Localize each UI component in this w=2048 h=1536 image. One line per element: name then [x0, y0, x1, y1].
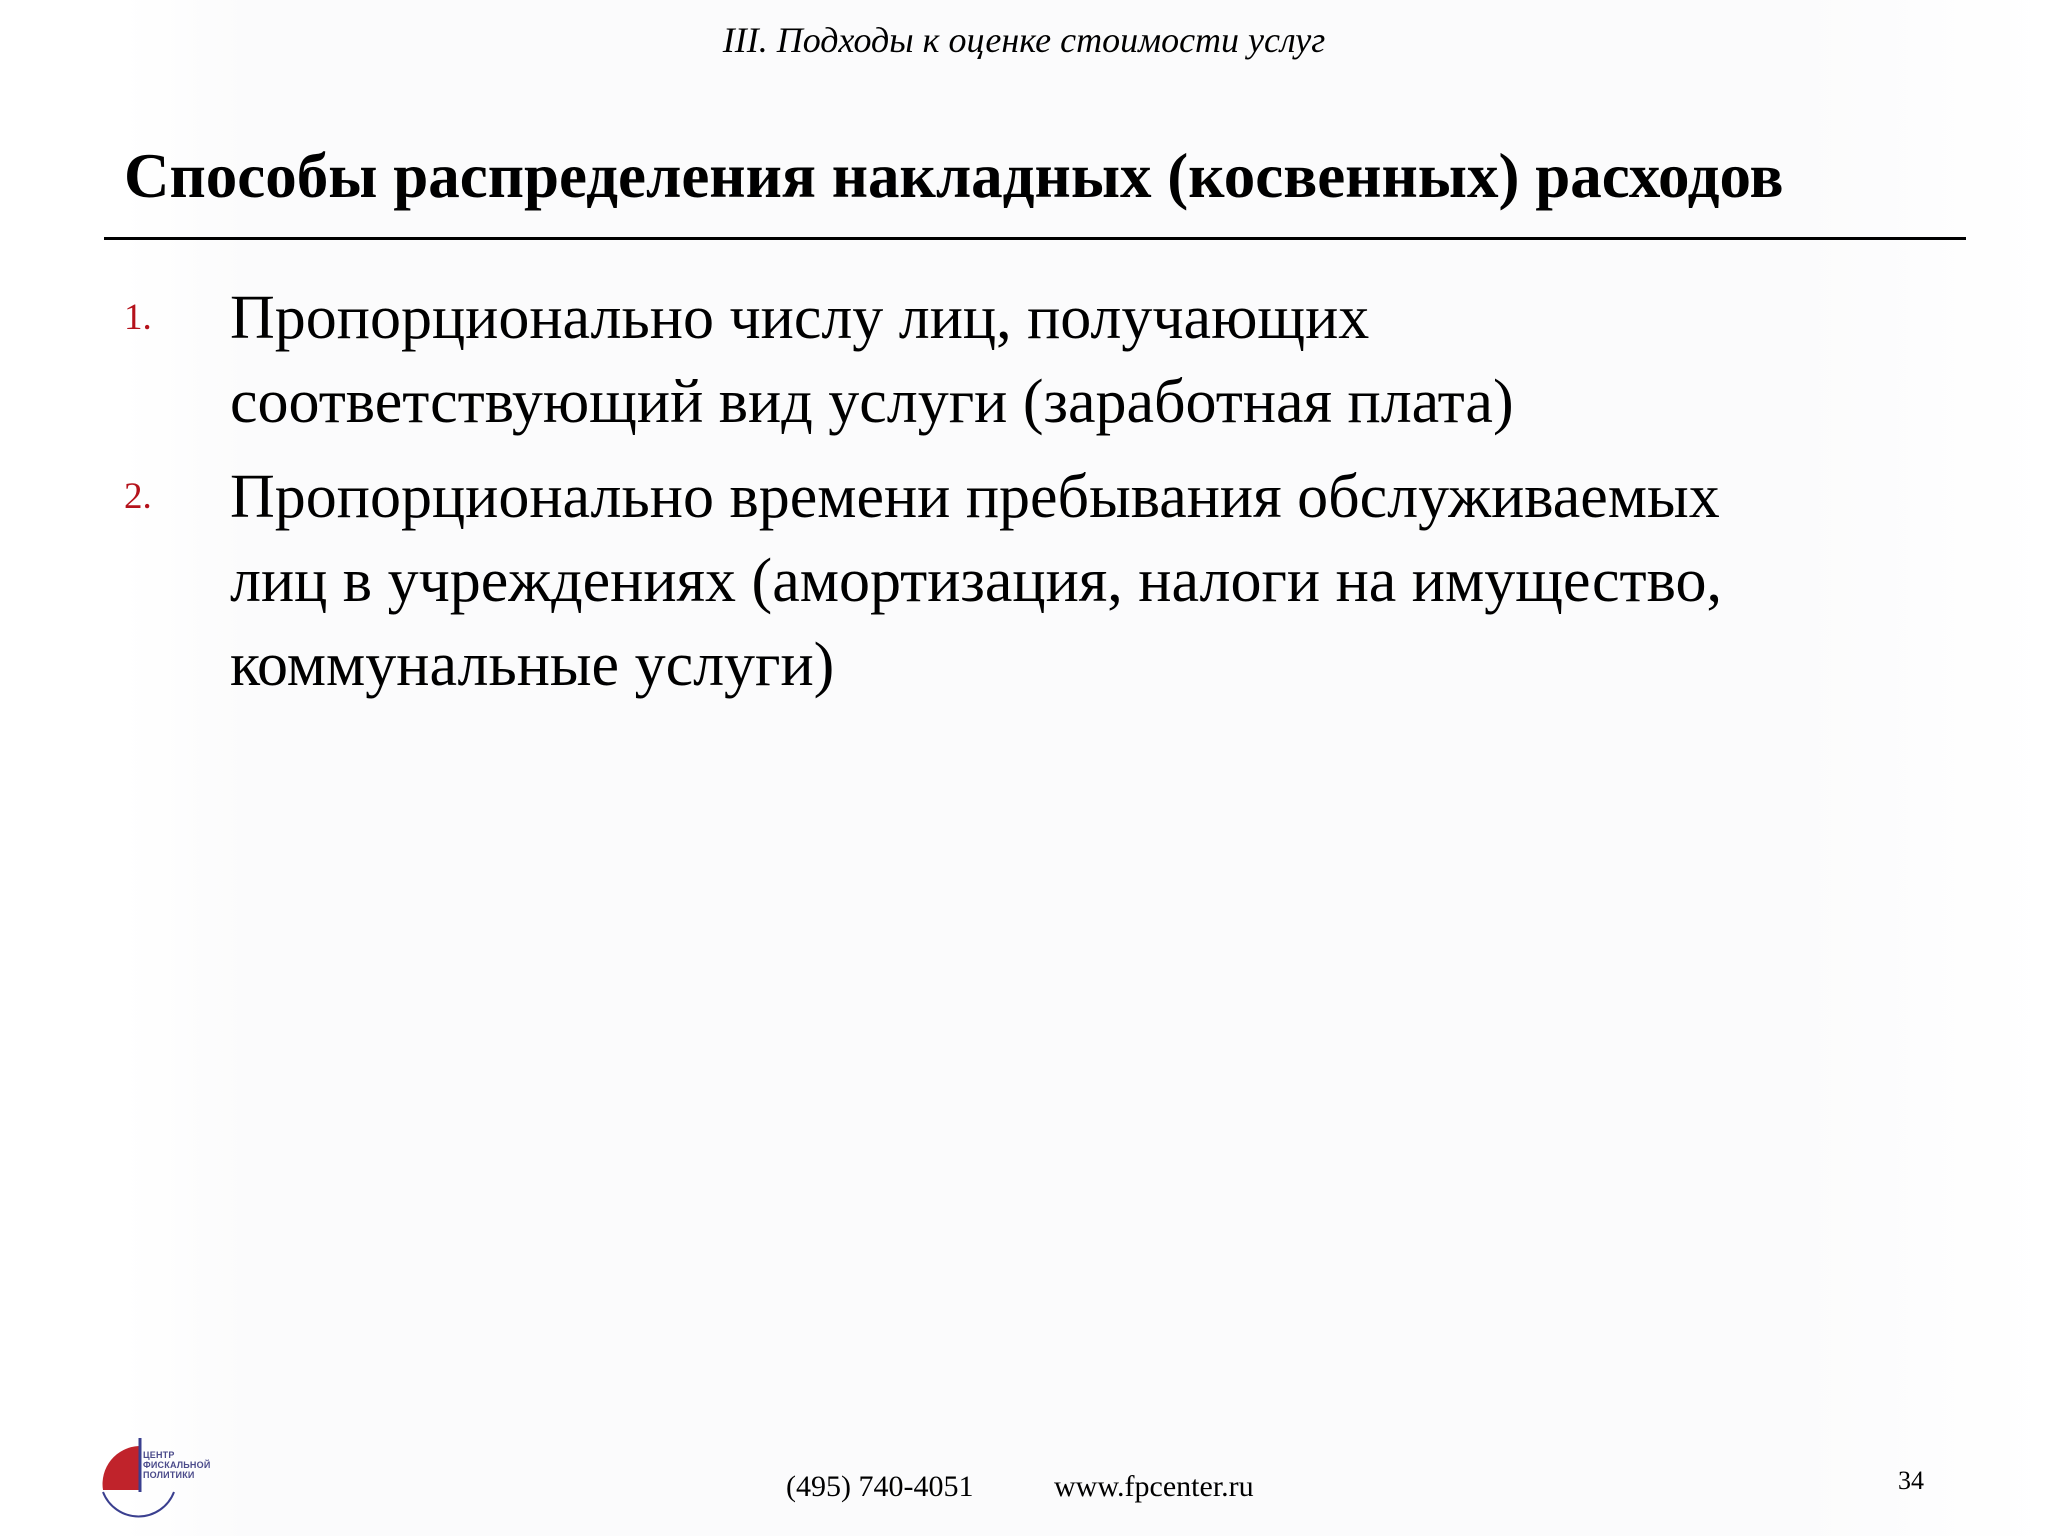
logo-blue-arc [103, 1492, 174, 1516]
list-item-text [230, 455, 1950, 707]
logo-red-segment [103, 1446, 139, 1490]
slide-title: Способы распределения накладных (косвенных) расходов [124, 141, 1784, 211]
list-item-line: Пропорционально времени пребывания обслуживаемых [230, 463, 1720, 531]
list-item-line: соответствующий вид услуги (заработная плата) [230, 368, 1514, 436]
logo-text-line: ФИСКАЛЬНОЙ [143, 1460, 211, 1470]
page-number: 34 [1898, 1466, 1924, 1495]
logo-text [143, 1450, 211, 1480]
list-item-line: Пропорционально числу лиц, получающих [230, 284, 1370, 352]
list-item-line: лиц в учреждениях (амортизация, налоги на имущество, [230, 547, 1722, 615]
section-header: III. Подходы к оценке стоимости услуг [722, 20, 1326, 60]
footer-phone: (495) 740-4051 [786, 1470, 974, 1503]
logo-text-line: ПОЛИТИКИ [143, 1470, 195, 1480]
list-number: 2. [124, 476, 152, 517]
title-divider [104, 237, 1966, 240]
logo-text-line: ЦЕНТР [143, 1450, 175, 1460]
list-number: 1. [124, 297, 152, 338]
list-item-text [230, 276, 1950, 444]
list-item-line: коммунальные услуги) [230, 631, 835, 699]
footer-website-link[interactable]: www.fpcenter.ru [1054, 1470, 1254, 1503]
